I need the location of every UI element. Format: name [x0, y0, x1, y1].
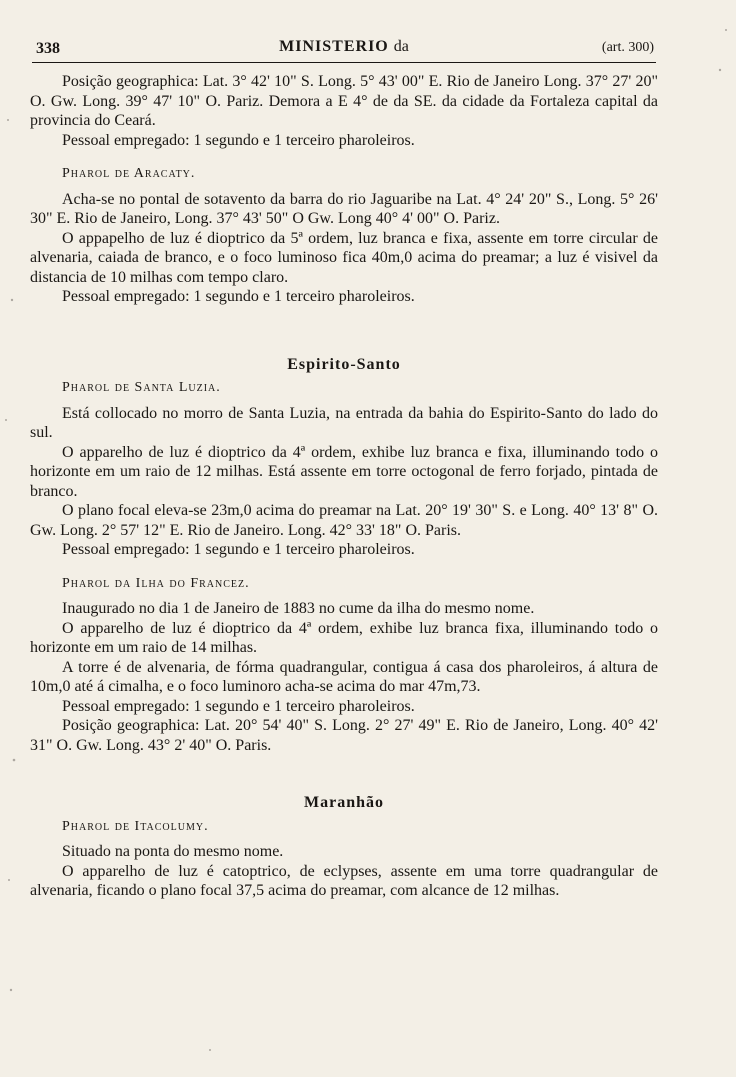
running-title	[32, 38, 656, 56]
paragraph-location-itacolumy: Situado na ponta do mesmo nome.	[62, 843, 284, 860]
paragraph-position-fortaleza: Posição geographica: Lat. 3° 42' 10" S. Long. 5° 43' 00" E. Rio de Janeiro Long. 37° 27' 20" O. Gw. Long. 39° 47' 10" O. Pariz. Demora a E 4° de da SE. da cidade da Fortaleza capital da provincia do Ceará.	[30, 73, 658, 129]
paragraph-staff-francez: Pessoal empregado: 1 segundo e 1 terceiro pharoleiros.	[62, 697, 415, 715]
section-title-espirito-santo: Espirito-Santo	[287, 355, 401, 373]
running-header	[32, 38, 656, 63]
spacer	[30, 150, 658, 164]
paragraph-tower-francez: A torre é de alvenaria, de fórma quadrangular, contigua á casa dos pharoleiros, á altura de 10m,0 até á cimalha, e o foco luminoro acha-se acima do mar 47m,73.	[30, 658, 658, 695]
lighthouse-title-itacolumy: Pharol de Itacolumy.	[62, 818, 209, 834]
paragraph-position-francez: Posição geographica: Lat. 20° 54' 40" S. Long. 2° 27' 49" E. Rio de Janeiro, Long. 40° 42' 31" O. Gw. Long. 43° 2' 40" O. Paris.	[30, 717, 658, 754]
paragraph-location-aracaty: Acha-se no pontal de sotavento da barra do rio Jaguaribe na Lat. 4° 24' 20" S., Long. 5° 26' 30" E. Rio de Janeiro, Long. 37° 43' 50" O Gw. Long 40° 4' 00" O. Pariz.	[30, 190, 658, 227]
page-number: 338	[36, 40, 60, 57]
paragraph-location-santa-luzia: Está collocado no morro de Santa Luzia, na entrada da bahia do Espirito-Santo do lado do sul.	[30, 404, 658, 441]
lighthouse-title-aracaty: Pharol de Aracaty.	[62, 166, 196, 181]
spacer	[30, 560, 658, 574]
paragraph-apparatus-itacolumy: O apparelho de luz é catoptrico, de eclypses, assente em uma torre quadrangular de alvenaria, ficando o plano focal 37,5 acima do preamar, com alcance de 12 milhas.	[30, 862, 658, 899]
paragraph-focal-santa-luzia: O plano focal eleva-se 23m,0 acima do preamar na Lat. 20° 19' 30" S. e Long. 40° 13' 8" O. Gw. Long. 2° 57' 12" E. Rio de Janeiro. Long. 42° 33' 18" O. Paris.	[30, 502, 658, 539]
lighthouse-title-ilha-francez: Pharol da Ilha do Francez.	[62, 575, 250, 591]
section-title-maranhao: Maranhão	[304, 794, 384, 811]
paragraph-staff-aracaty: Pessoal empregado: 1 segundo e 1 terceiro pharoleiros.	[62, 288, 415, 305]
article-reference: (art. 300)	[601, 40, 654, 55]
running-title-suffix: da	[393, 38, 409, 55]
running-title-main: MINISTERIO	[279, 38, 389, 55]
lighthouse-title-santa-luzia: Pharol de Santa Luzia.	[62, 380, 221, 395]
paragraph-apparatus-aracaty: O appapelho de luz é dioptrico da 5ª ordem, luz branca e fixa, assente em torre circular de alvenaria, caiada de branco, e o foco luminoso fica 40m,0 acima do preamar; a luz é visivel da distancia de 10 milhas com tempo claro.	[30, 229, 658, 286]
paragraph-staff-santa-luzia: Pessoal empregado: 1 segundo e 1 terceiro pharoleiros.	[62, 541, 415, 558]
paragraph-apparatus-francez: O apparelho de luz é dioptrico da 4ª ordem, exhibe luz branca fixa, illuminando todo o horizonte em um raio de 14 milhas.	[30, 619, 658, 656]
paragraph-staff-fortaleza: Pessoal empregado: 1 segundo e 1 terceiro pharoleiros.	[62, 131, 415, 149]
paragraph-apparatus-santa-luzia: O apparelho de luz é dioptrico da 4ª ordem, exhibe luz branca e fixa, illuminando todo o horizonte em um raio de 12 milhas. Está assente em torre octogonal de ferro forjado, pintada de branco.	[30, 443, 658, 500]
paragraph-inauguration-francez: Inaugurado no dia 1 de Janeiro de 1883 no cume da ilha do mesmo nome.	[62, 600, 535, 617]
spacer	[30, 307, 658, 355]
spacer	[30, 755, 658, 793]
page-body	[30, 72, 658, 901]
